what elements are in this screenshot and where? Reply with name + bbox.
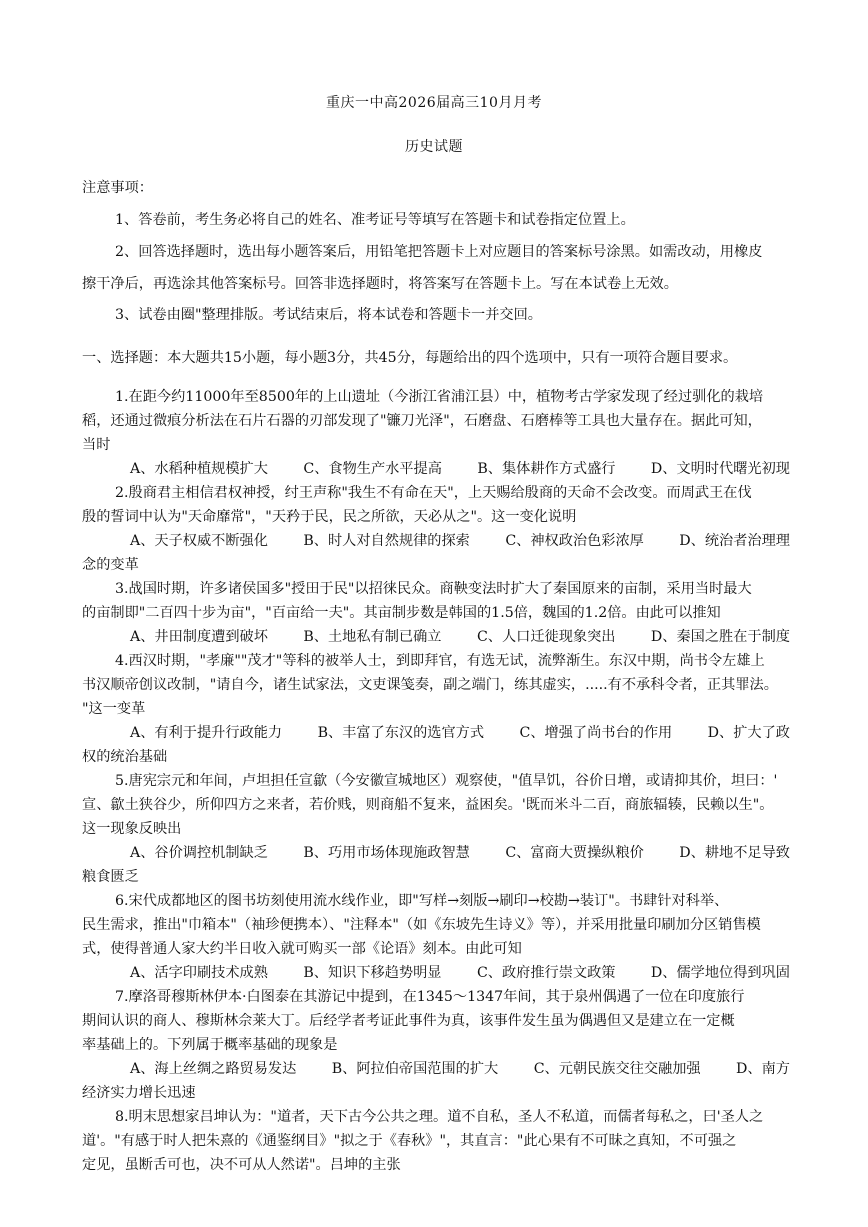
option-c[interactable]: C、元朝民族交往交融加强 <box>533 1061 701 1077</box>
option-c[interactable]: C、神权政治色彩浓厚 <box>505 533 644 549</box>
question-2-options <box>130 529 790 553</box>
option-b[interactable]: B、阿拉伯帝国范围的扩大 <box>331 1061 499 1077</box>
option-a[interactable]: A、井田制度遭到破坏 <box>130 629 268 645</box>
option-d[interactable]: D、南方 <box>736 1061 790 1077</box>
option-c[interactable]: C、政府推行崇文政策 <box>476 965 616 981</box>
question-4-text: 书汉顺帝创议改制，"请自今，诸生试家法，文吏课笺奏，副之端门，练其虚实，.....有不承科令者，正其罪法。 <box>82 677 778 693</box>
exam-title: 重庆一中高2026届高三10月月考 <box>326 95 542 111</box>
question-3-text: 的亩制即"二百四十步为亩"，"百亩给一夫"。其亩制步数是韩国的1.5倍，魏国的1.2倍。由此可以推知 <box>82 605 721 621</box>
section-heading: 一、选择题：本大题共15小题，每小题3分，共45分，每题给出的四个选项中，只有一项符合题目要求。 <box>82 350 738 366</box>
option-b[interactable]: B、丰富了东汉的选官方式 <box>317 725 485 741</box>
option-c[interactable]: C、富商大贾操纵粮价 <box>505 845 644 861</box>
question-6-options <box>130 961 790 985</box>
question-3-options <box>130 625 790 649</box>
option-a[interactable]: A、有利于提升行政能力 <box>130 725 283 741</box>
question-5-text: 这一现象反映出 <box>82 821 182 837</box>
question-5-option-tail: 粮食匮乏 <box>82 869 139 885</box>
option-a[interactable]: A、活字印刷技术成熟 <box>130 965 268 981</box>
question-5-text: 宣、歙土狭谷少，所仰四方之来者，若价贱，则商船不复来，益困矣。'既而米斗二百，商旅辐辏，民赖以生"。 <box>82 797 774 813</box>
notice-item: 擦干净后，再选涂其他答案标号。回答非选择题时，将答案写在答题卡上。写在本试卷上无效。 <box>82 276 678 292</box>
option-a[interactable]: A、水稻种植规模扩大 <box>130 461 268 477</box>
option-a[interactable]: A、天子权威不断强化 <box>130 533 268 549</box>
question-6-text: 民生需求，推出"巾箱本"（袖珍便携本）、"注释本"（如《东坡先生诗义》等），并采用批量印刷加分区销售模 <box>82 917 761 933</box>
question-5-text: 5.唐宪宗元和年间，卢坦担任宣歙（今安徽宣城地区）观察使，"值旱饥，谷价日增，或请抑其价，坦曰：' <box>115 773 778 789</box>
notice-heading: 注意事项： <box>82 180 153 196</box>
question-3-text: 3.战国时期，许多诸侯国多"授田于民"以招徕民众。商鞅变法时扩大了秦国原来的亩制，采用当时最大 <box>115 581 752 597</box>
notice-item: 2、回答选择题时，选出每小题答案后，用铅笔把答题卡上对应题目的答案标号涂黑。如需改动，用橡皮 <box>115 244 763 260</box>
option-a[interactable]: A、谷价调控机制缺乏 <box>130 845 268 861</box>
option-d[interactable]: D、儒学地位得到巩固 <box>650 965 790 981</box>
question-7-text: 7.摩洛哥穆斯林伊本·白图泰在其游记中提到，在1345～1347年间，其于泉州偶遇了一位在印度旅行 <box>115 989 745 1005</box>
option-d[interactable]: D、扩大了政 <box>707 725 790 741</box>
option-d[interactable]: D、统治者治理理 <box>679 533 790 549</box>
question-6-text: 式，使得普通人家大约半日收入就可购买一部《论语》刻本。由此可知 <box>82 941 522 957</box>
question-7-options <box>130 1057 790 1081</box>
option-b[interactable]: B、巧用市场体现施政智慧 <box>303 845 470 861</box>
question-4-option-tail: 权的统治基础 <box>82 749 168 765</box>
notice-item: 3、试卷由圈"整理排版。考试结束后，将本试卷和答题卡一并交回。 <box>115 307 542 323</box>
question-2-option-tail: 念的变革 <box>82 557 139 573</box>
question-1-text: 当时 <box>82 437 111 453</box>
option-b[interactable]: B、时人对自然规律的探索 <box>303 533 470 549</box>
question-5-options <box>130 841 790 865</box>
option-a[interactable]: A、海上丝绸之路贸易发达 <box>130 1061 297 1077</box>
question-4-text: 4.西汉时期，"孝廉""茂才"等科的被举人士，到即拜官，有选无试，流弊渐生。东汉中期，尚书令左雄上 <box>115 653 765 669</box>
question-1-text: 稻，还通过微痕分析法在石片石器的刃部发现了"镰刀光泽"，石磨盘、石磨棒等工具也大量存在。据此可知， <box>82 413 762 429</box>
option-d[interactable]: D、秦国之胜在于制度 <box>650 629 790 645</box>
question-7-text: 率基础上的。下列属于概率基础的现象是 <box>82 1037 338 1053</box>
option-c[interactable]: C、食物生产水平提高 <box>303 461 442 477</box>
option-c[interactable]: C、人口迁徙现象突出 <box>476 629 616 645</box>
question-4-text: "这一变革 <box>82 701 146 717</box>
question-6-text: 6.宋代成都地区的图书坊刻使用流水线作业，即"写样→刻版→刷印→校勘→装订"。书肆针对科举、 <box>115 893 729 909</box>
notice-item: 1、答卷前，考生务必将自己的姓名、准考证号等填写在答题卡和试卷指定位置上。 <box>115 212 635 228</box>
question-8-text: 定见，虽断舌可也，决不可从人然诺"。吕坤的主张 <box>82 1157 401 1173</box>
option-d[interactable]: D、耕地不足导致 <box>679 845 790 861</box>
option-b[interactable]: B、集体耕作方式盛行 <box>477 461 616 477</box>
question-2-text: 殷的誓词中认为"天命靡常"，"天矜于民，民之所欲，天必从之"。这一变化说明 <box>82 509 577 525</box>
exam-subtitle: 历史试题 <box>405 139 463 155</box>
question-1-options <box>130 457 790 481</box>
option-b[interactable]: B、知识下移趋势明显 <box>303 965 442 981</box>
question-2-text: 2.殷商君主相信君权神授，纣王声称"我生不有命在天"，上天赐给殷商的天命不会改变。而周武王在伐 <box>115 485 752 501</box>
question-8-text: 8.明末思想家吕坤认为："道者，天下古今公共之理。道不自私，圣人不私道，而儒者每私之，曰'圣人之 <box>115 1109 764 1125</box>
question-4-options <box>130 721 790 745</box>
option-b[interactable]: B、土地私有制已确立 <box>303 629 442 645</box>
option-d[interactable]: D、文明时代曙光初现 <box>650 461 790 477</box>
question-1-text: 1.在距今约11000年至8500年的上山遗址（今浙江省浦江县）中，植物考古学家发现了经过驯化的栽培 <box>115 389 764 405</box>
question-7-option-tail: 经济实力增长迅速 <box>82 1085 196 1101</box>
question-7-text: 期间认识的商人、穆斯林佘莱大丁。后经学者考证此事件为真，该事件发生虽为偶遇但又是建立在一定概 <box>82 1013 735 1029</box>
option-c[interactable]: C、增强了尚书台的作用 <box>519 725 673 741</box>
question-8-text: 道'。"有感于时人把朱熹的《通鉴纲目》"拟之于《春秋》"，其直言："此心果有不可昧之真知，不可强之 <box>82 1133 737 1149</box>
